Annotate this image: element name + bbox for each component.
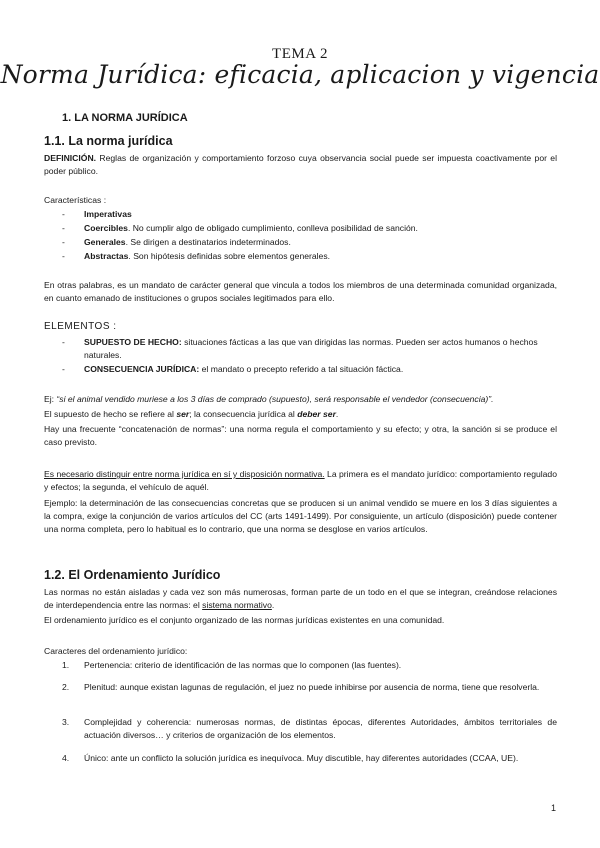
definition-text: Reglas de organización y comportamiento forzoso cuya observancia social puede ser impuesta coactivamente por el poder público.: [44, 153, 557, 176]
definition-label: DEFINICIÓN.: [44, 153, 97, 163]
list-item: - Imperativas: [62, 209, 132, 219]
other-words-paragraph: En otras palabras, es un mandato de carácter general que vincula a todos los miembros de una determinada comunidad organizada, en cuanto emanado de instituciones o grupos sociales legitimados para ello.: [44, 280, 557, 303]
distinguish-paragraph: Es necesario distinguir entre norma jurídica en sí y disposición normativa. La primera es el mandato jurídico: comportamiento regulado y efectos; la segunda, el vehículo de aquél.: [44, 469, 557, 492]
page-number: 1: [550, 803, 556, 813]
subsection-heading: 1.1. La norma jurídica: [44, 134, 173, 148]
example2-paragraph: Ejemplo: la determinación de las consecuencias concretas que se producen si un animal vendido se muere en los 3 días siguientes a la compra, exige la conjunción de varios artículos del CC (arts 1491-1499). Por consiguiente, un artículo (disposición) puede contener una norma completa, pero lo habitual es lo contrario, que una norma se desglose en varios artículos.: [44, 498, 557, 534]
document-title: Norma Jurídica: eficacia, aplicacion y vigencia: [0, 60, 600, 89]
supuesto-paragraph: El supuesto de hecho se refiere al ser; la consecuencia jurídica al deber ser.: [44, 409, 339, 419]
concatenation-paragraph: Hay una frecuente “concatenación de normas”: una norma regula el comportamiento y su efecto; y otra, la sanción si se produce el caso previsto.: [44, 424, 557, 447]
characteristics-label: Características :: [44, 195, 107, 205]
list-item: 1. Pertenencia: criterio de identificación de las normas que lo componen (las fuentes).: [62, 660, 402, 670]
caracteres-list: [44, 659, 557, 789]
definition-paragraph: [44, 152, 557, 178]
elements-heading: ELEMENTOS :: [44, 321, 117, 332]
list-item: - Coercibles. No cumplir algo de obligado cumplimiento, conlleva posibilidad de sanción.: [62, 223, 418, 233]
ordenamiento-paragraph: Las normas no están aisladas y cada vez son más numerosas, forman parte de un todo en el que se integran, creándose relaciones de interdependencia entre las normas: el sistema normativo.: [44, 587, 557, 610]
list-item: 2. Plenitud: aunque existan lagunas de regulación, el juez no puede inhibirse por ausencia de norma, tiene que resolverla.: [62, 682, 540, 692]
list-item: - Generales. Se dirigen a destinatarios indeterminados.: [62, 237, 291, 247]
list-item: - SUPUESTO DE HECHO: situaciones fácticas a las que van dirigidas las normas. Pueden ser actos humanos o hechos naturales.: [62, 337, 538, 360]
example-paragraph: Ej: “si el animal vendido muriese a los 3 días de comprado (supuesto), será responsable el vendedor (consecuencia)”.: [44, 394, 494, 404]
list-item: - Abstractas. Son hipótesis definidas sobre elementos generales.: [62, 251, 331, 261]
elements-list: [44, 336, 557, 380]
section-heading: 1. LA NORMA JURÍDICA: [62, 112, 188, 124]
ordenamiento-definition: El ordenamiento jurídico es el conjunto organizado de las normas jurídicas existentes en una comunidad.: [44, 615, 445, 625]
caracteres-label: Caracteres del ordenamiento jurídico:: [44, 646, 188, 656]
tema-label: TEMA 2: [272, 46, 328, 62]
list-item: 3. Complejidad y coherencia: numerosas normas, de distintas épocas, diferentes Autoridades, ámbitos territoriales de actuación diversos… y criterios de organización de los elementos.: [62, 717, 557, 740]
characteristics-list: [44, 208, 557, 268]
subsection-heading: 1.2. El Ordenamiento Jurídico: [44, 568, 221, 582]
list-item: - CONSECUENCIA JURÍDICA: el mandato o precepto referido a tal situación fáctica.: [62, 364, 404, 374]
list-item: 4. Único: ante un conflicto la solución jurídica es inequívoca. Muy discutible, hay diferentes autoridades (CCAA, UE).: [62, 753, 519, 763]
